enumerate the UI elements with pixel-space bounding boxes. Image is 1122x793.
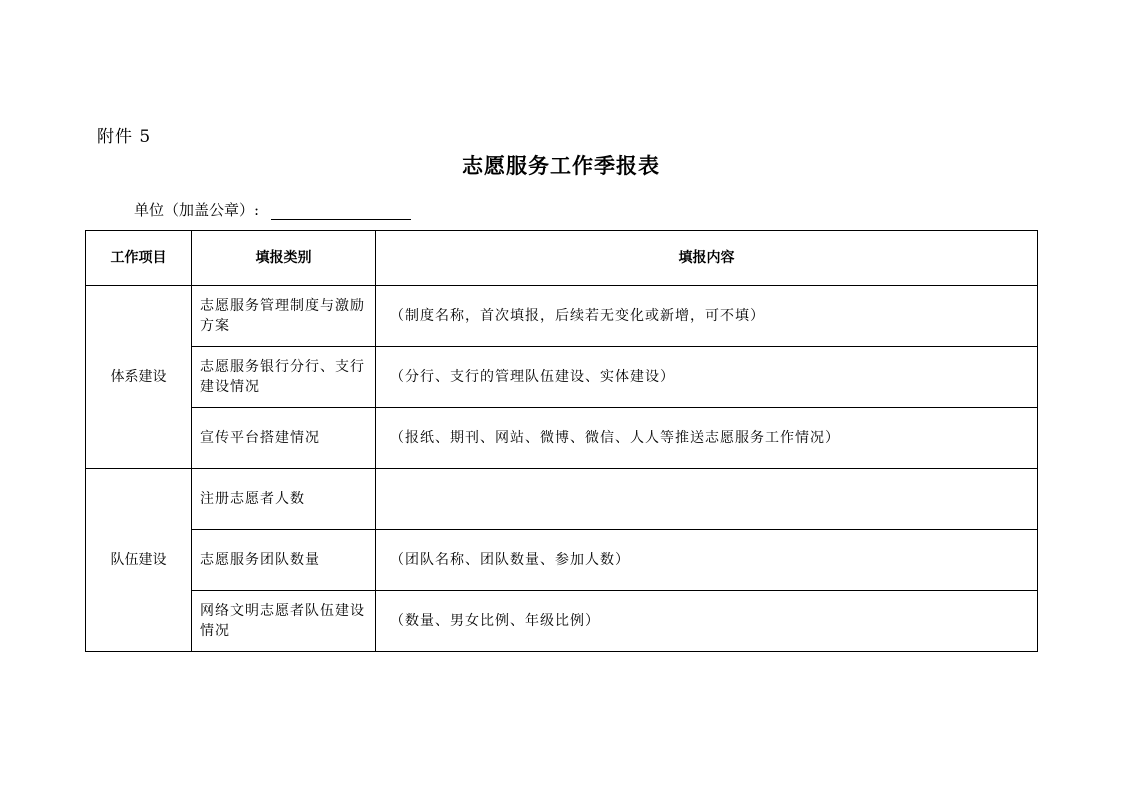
table-row (86, 469, 1038, 530)
group-name-system: 体系建设 (86, 286, 192, 469)
unit-blank-field[interactable] (271, 201, 411, 220)
unit-line (134, 199, 411, 220)
header-category: 填报类别 (192, 231, 376, 286)
table-row (86, 347, 1038, 408)
category-cell: 志愿服务管理制度与激励方案 (192, 286, 376, 347)
content-cell[interactable] (376, 469, 1038, 530)
table-header-row (86, 231, 1038, 286)
group-name-team: 队伍建设 (86, 469, 192, 652)
content-cell[interactable]: （报纸、期刊、网站、微博、微信、人人等推送志愿服务工作情况） (376, 408, 1038, 469)
report-table (85, 230, 1038, 652)
table-row (86, 286, 1038, 347)
category-cell: 志愿服务团队数量 (192, 530, 376, 591)
header-content: 填报内容 (376, 231, 1038, 286)
header-project: 工作项目 (86, 231, 192, 286)
content-cell[interactable]: （团队名称、团队数量、参加人数） (376, 530, 1038, 591)
category-cell: 志愿服务银行分行、支行建设情况 (192, 347, 376, 408)
page-title: 志愿服务工作季报表 (462, 153, 660, 178)
table-row (86, 408, 1038, 469)
content-cell[interactable]: （分行、支行的管理队伍建设、实体建设） (376, 347, 1038, 408)
content-cell[interactable]: （制度名称，首次填报，后续若无变化或新增，可不填） (376, 286, 1038, 347)
table-row (86, 591, 1038, 652)
table-row (86, 530, 1038, 591)
attachment-label: 附件 5 (97, 127, 152, 147)
category-cell: 宣传平台搭建情况 (192, 408, 376, 469)
category-cell: 网络文明志愿者队伍建设情况 (192, 591, 376, 652)
content-cell[interactable]: （数量、男女比例、年级比例） (376, 591, 1038, 652)
category-cell: 注册志愿者人数 (192, 469, 376, 530)
unit-label: 单位（加盖公章）: (134, 201, 260, 219)
